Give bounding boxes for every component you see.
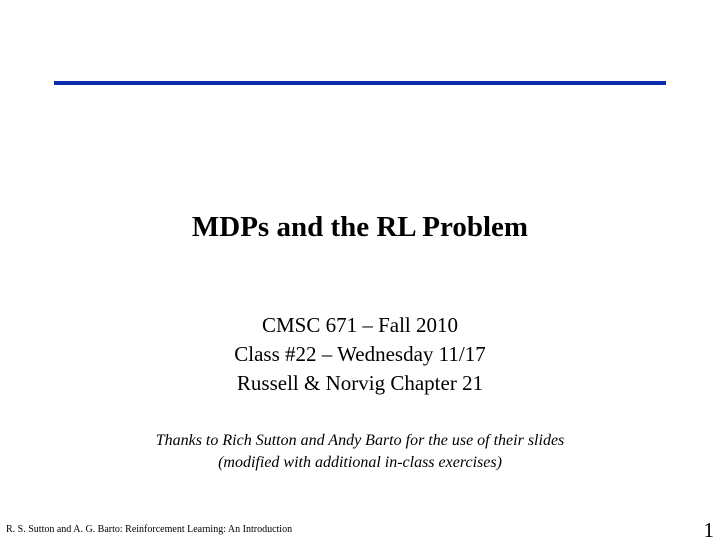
acknowledgement (0, 430, 720, 474)
title-rule (54, 81, 666, 85)
chapter-line: Russell & Norvig Chapter 21 (236, 371, 484, 395)
course-info (0, 311, 720, 398)
course-line: CMSC 671 – Fall 2010 (261, 313, 459, 337)
acknowledgement-line: (modified with additional in-class exercises) (218, 454, 502, 471)
slide-title: MDPs and the RL Problem (191, 211, 529, 243)
footer-citation: R. S. Sutton and A. G. Barto: Reinforcement Learning: An Introduction (6, 524, 293, 535)
acknowledgement-line: Thanks to Rich Sutton and Andy Barto for the use of their slides (155, 432, 565, 449)
page-number: 1 (703, 518, 714, 542)
class-line: Class #22 – Wednesday 11/17 (234, 342, 486, 366)
